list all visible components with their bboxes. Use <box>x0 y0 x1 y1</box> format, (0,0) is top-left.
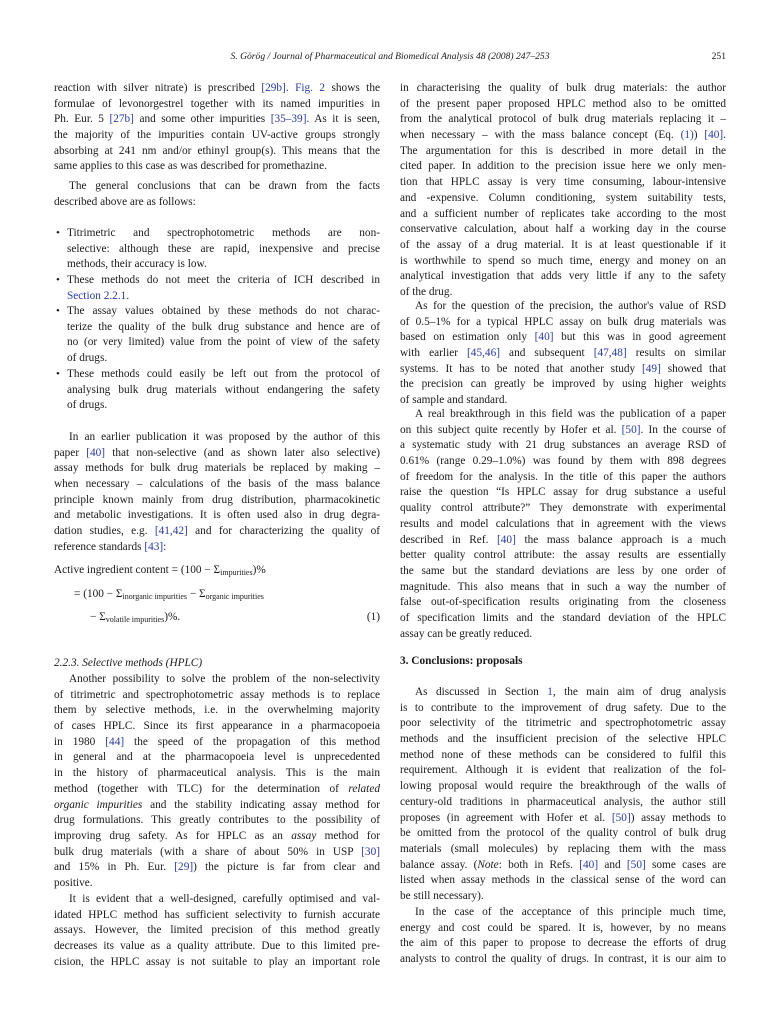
text-line: lowing proposal would require the breakthrough of the walls of <box>400 780 726 793</box>
paragraph <box>400 81 726 301</box>
bullet-text <box>67 273 380 304</box>
citation-link[interactable]: Section 2.2.1 <box>67 289 127 302</box>
paragraph <box>54 892 380 970</box>
paragraph <box>400 299 726 409</box>
text-line: Section 2.2.1. <box>67 289 130 302</box>
text-line: when necessary – calculations of the basis of the mass balance <box>54 478 380 491</box>
paragraph <box>400 685 726 905</box>
section-heading-3: 3. Conclusions: proposals <box>400 655 523 667</box>
equation-number: (1) <box>366 611 380 623</box>
bullet-icon: • <box>56 368 60 380</box>
text-line: is to contribute to the improvement of drug safety. Due to the <box>400 701 726 714</box>
text-line: quality control attribute?” They demonstrate with experimental <box>400 502 726 515</box>
text-line: from the analytical protocol of bulk drug materials replacing it – <box>400 113 726 126</box>
text-line: The argumentation for this is described in more detail in the <box>400 144 726 157</box>
bullet-text <box>67 367 380 414</box>
text-line: The assay values obtained by these methods do not charac- <box>67 305 380 317</box>
citation-link[interactable]: [40] <box>86 446 106 459</box>
equation-text: = (100 − Σ <box>74 588 123 600</box>
citation-link[interactable]: [40] <box>704 129 724 142</box>
text-line: requirement. Although it is evident that realization of the fol- <box>400 764 726 777</box>
text-line: of sample and standard. <box>400 394 508 407</box>
citation-link[interactable]: [50] <box>611 811 631 824</box>
text-line: In the case of the acceptance of this principle much time, <box>415 906 726 918</box>
bullet-text <box>67 304 380 367</box>
text-line: the majority of the impurities contain UV-active groups strongly <box>54 129 380 142</box>
text-line: assays. However, the limited precision of this method greatly <box>54 924 380 937</box>
bullet-item <box>54 304 380 367</box>
text-line: method none of these methods can be considered to fulfil this <box>400 748 726 761</box>
text-line: in the history of pharmaceutical analysis. This is the main <box>54 767 380 780</box>
citation-link[interactable]: Fig. 2 <box>295 82 326 94</box>
text-line: raise the question “Is HPLC assay for drug substance a useful <box>400 486 726 499</box>
text-line: century-old traditions in pharmaceutical analysis, the author still <box>400 795 726 808</box>
paragraph <box>400 905 726 968</box>
text-line: of 0.5–1% for a typical HPLC assay on bulk drug materials was <box>400 315 726 328</box>
text-line: of the present paper proposed HPLC method also to be omitted <box>400 97 726 110</box>
citation-link[interactable]: 1 <box>547 686 553 698</box>
text-line: no (or very limited) value from the point of view of the safety <box>67 336 380 349</box>
text-line: proposes (in agreement with Hofer et al. [50]) assay methods to <box>400 811 726 824</box>
text-line: terize the quality of the bulk drug substance and hence are of <box>67 320 380 333</box>
text-line: positive. <box>54 876 93 889</box>
citation-link[interactable]: [40] <box>497 533 516 546</box>
citation-link[interactable]: [41,42] <box>154 525 188 538</box>
section-heading-2-2-3: 2.2.3. Selective methods (HPLC) <box>54 657 203 669</box>
text-line: In an earlier publication it was proposed by the author of this <box>69 431 380 443</box>
text-line: method (together with TLC) for the determination of related <box>54 782 380 795</box>
text-line: cision, the HPLC assay is not suitable to play an important role <box>54 955 380 968</box>
bullet-text <box>67 226 380 273</box>
text-line: described in Ref. [40] the mass balance approach is a much <box>400 533 726 546</box>
equation-line-3 <box>54 610 380 628</box>
text-line: results and model calculations that in agreement with the views <box>400 517 726 530</box>
text-line: Ph. Eur. 5 [27b] and some other impurities [35–39]. As it is seen, <box>54 113 381 126</box>
text-line: selective: although these are rapid, inexpensive and precise <box>67 242 380 255</box>
equation-subscript: organic impurities <box>205 592 264 601</box>
text-line: assay methods for bulk drug materials be replaced by making – <box>54 462 380 475</box>
text-line: poor selectivity of the titrimetric and spectrophotometric assay <box>400 717 726 730</box>
text-line: be still necessary). <box>400 889 484 902</box>
text-line: These methods do not meet the criteria of ICH described in <box>67 274 380 286</box>
text-line: of freedom for the analysis. In the title of this paper the authors <box>400 470 726 483</box>
text-line: in general and at the pharmacopoeia level is unprecedented <box>54 751 380 764</box>
text-line: them by selective methods, i.e. in the overwhelming majority <box>54 704 380 717</box>
text-line: on this subject quite recently by Hofer et al. [50]. In the course of <box>400 423 726 436</box>
text-line: idated HPLC method has sufficient selectivity to furnish accurate <box>54 908 380 921</box>
text-line: of specification limits and the standard deviation of the HPLC <box>400 611 726 624</box>
text-line: organic impurities and the stability indicating assay method for <box>54 798 380 811</box>
text-line: drug formulations. This greatly contributes to the possibility of <box>54 814 380 827</box>
bullet-icon: • <box>56 274 60 286</box>
text-line: analysts to control the quality of drugs. In contrast, it is our aim to <box>400 953 726 966</box>
running-header: S. Görög / Journal of Pharmaceutical and Biomedical Analysis 48 (2008) 247–253 <box>230 51 550 62</box>
citation-link[interactable]: [50] <box>621 423 641 436</box>
bullet-icon: • <box>56 305 60 317</box>
citation-link[interactable]: [29] <box>174 861 194 874</box>
text-line: energy and cost could be spared. It is, however, by no means <box>400 921 726 934</box>
text-line: reaction with silver nitrate) is prescribed [29b]. Fig. 2 shows the <box>54 82 380 94</box>
citation-link[interactable]: [43] <box>144 540 164 553</box>
bullet-item <box>54 226 380 273</box>
text-line: better quality control attribute: the assay results are essentially <box>400 549 726 562</box>
text-line: and 15% in Ph. Eur. [29]) the picture is far from clear and <box>54 861 381 874</box>
text-line: conservative calculation, about half a working day in the course <box>400 223 726 236</box>
text-line: decreases its value as a quality attribute. Due to this limited pre- <box>54 940 380 953</box>
text-line: based on estimation only [40] but this was in good agreement <box>400 331 726 344</box>
text-line: materials (small molecules) by replacing them with the mass <box>400 842 726 855</box>
bullet-item <box>54 273 380 304</box>
text-line: As discussed in Section 1, the main aim of drug analysis <box>415 686 726 698</box>
text-line: the precision can greatly be improved by using higher weights <box>400 378 726 391</box>
text-line: absorbing at 241 nm and/or ethinyl group(s). This means that the <box>54 144 380 157</box>
text-line: be omitted from the protocol of the quality control of bulk drug <box>400 827 726 840</box>
text-line: of cases HPLC. Since its first appearance in a pharmacopoeia <box>54 720 380 733</box>
text-line: of the drug. <box>400 285 453 298</box>
equation-text: Active ingredient content = (100 − Σ <box>54 564 221 576</box>
text-line: bulk drug materials (with a share of about 50% in USP [30] <box>54 845 380 858</box>
text-line: 0.61% (range 0.29–1.0%) was found by them with 898 degrees <box>400 455 726 468</box>
text-line: of drugs. <box>67 399 108 412</box>
paragraph <box>54 672 380 892</box>
text-line: As for the question of the precision, the author's value of RSD <box>415 300 726 312</box>
bullet-item <box>54 367 380 414</box>
equation-line-2 <box>74 587 400 605</box>
citation-link[interactable]: [40] <box>534 331 554 344</box>
text-line: same applies to this case as was described for promethazine. <box>54 160 327 173</box>
citation-link[interactable]: [44] <box>105 735 125 748</box>
text-line: analytical investigation that adds very little if any to the safety <box>400 270 726 283</box>
citation-link[interactable]: (1) <box>680 129 694 142</box>
text-line: methods and the insufficient precision of the selective HPLC <box>400 733 726 746</box>
text-line: paper [40] that non-selective (and as shown later also selective) <box>54 446 380 459</box>
bullet-icon: • <box>56 227 60 239</box>
text-line: of drugs. <box>67 352 108 365</box>
paragraph <box>400 407 726 642</box>
text-line: a systematic study with 21 drug substances an average RSD of <box>400 439 726 452</box>
text-line: assay can be greatly reduced. <box>400 627 533 640</box>
text-line: listed when assay methods in the classical sense of the word can <box>400 874 726 887</box>
text-line: in 1980 [44] the speed of the propagation of this method <box>54 735 381 748</box>
text-line: analysing bulk drug materials without endangering the safety <box>67 383 380 396</box>
page-number: 251 <box>711 51 726 62</box>
text-line: improving drug safety. As for HPLC as an assay method for <box>54 829 380 842</box>
text-line: with earlier [45,46] and subsequent [47,48] results on similar <box>400 347 726 360</box>
citation-link[interactable]: [35–39] <box>270 113 307 126</box>
text-line: magnitude. This also means that in such a way the number of <box>400 580 726 593</box>
text-line: Another possibility to solve the problem of the non-selectivity <box>69 673 380 685</box>
text-line: and metabolic investigations. It is often used also in drug degra- <box>54 509 380 522</box>
text-line: of titrimetric and spectrophotometric assay methods is to replace <box>54 688 380 701</box>
equation-subscript: impurities <box>220 568 253 577</box>
citation-link[interactable]: [50] <box>626 858 646 871</box>
paragraph <box>54 430 380 556</box>
text-line: tion that HPLC assay is very time consuming, labour-intensive <box>400 176 726 189</box>
citation-link[interactable]: [40] <box>579 858 599 871</box>
text-line: in characterising the quality of bulk drug materials: the author <box>400 82 726 94</box>
citation-link[interactable]: [30] <box>361 845 380 858</box>
text-line: reference standards [43]: <box>54 540 167 553</box>
citation-link[interactable]: [47,48] <box>593 347 627 360</box>
text-line: described above are as follows: <box>54 195 196 208</box>
equation-line-1 <box>54 563 380 581</box>
text-line: systems. It has to be noted that another study [49] showed that <box>400 362 726 375</box>
text-line: when necessary – with the mass balance concept (Eq. (1)) [40]. <box>400 129 726 142</box>
paragraph <box>54 179 380 210</box>
text-line: formulae of levonorgestrel together with its named impurities in <box>54 97 380 110</box>
text-line: principle known mainly from drug distribution, pharmacokinetic <box>54 493 380 506</box>
text-line: the same but the standard deviations are less by one order of <box>400 564 726 577</box>
text-line: methods, their accuracy is low. <box>67 258 207 271</box>
text-line: These methods could easily be left out from the protocol of <box>67 368 380 380</box>
text-line: balance assay. (Note: both in Refs. [40] and [50] some cases are <box>400 858 726 871</box>
paragraph <box>54 81 380 175</box>
citation-link[interactable]: [45,46] <box>467 347 500 360</box>
text-line: of the assay of a drug material. It is at least questionable if it <box>400 238 726 251</box>
equation-subscript: volatile impurities <box>105 615 165 624</box>
text-line: It is evident that a well-designed, carefully optimised and val- <box>69 893 380 905</box>
text-line: cited paper. In addition to the precision issue here we only men- <box>400 160 726 173</box>
text-line: The general conclusions that can be drawn from the facts <box>69 180 380 192</box>
text-line: false out-of-specification results originating from the closeness <box>400 596 726 609</box>
text-line: the aim of this paper to propose to decrease the efforts of drug <box>400 937 726 950</box>
citation-link[interactable]: [27b] <box>109 113 134 126</box>
citation-link[interactable]: [49] <box>642 362 661 375</box>
text-line: and -expensive. Column conditioning, system suitability tests, <box>400 191 726 204</box>
text-line: Titrimetric and spectrophotometric methods are non- <box>67 227 380 239</box>
equation-text: )% <box>252 564 266 576</box>
citation-link[interactable]: [29b] <box>261 82 286 94</box>
equation-text: − Σ <box>90 611 106 623</box>
text-line: dation studies, e.g. [41,42] and for characterizing the quality of <box>54 525 380 538</box>
text-line: and a sufficient number of replicates take according to the most <box>400 207 726 220</box>
equation-subscript: inorganic impurities <box>122 592 188 601</box>
equation-text: )%. <box>164 611 181 623</box>
text-line: A real breakthrough in this field was the publication of a paper <box>415 408 726 420</box>
text-line: is worthwhile to spend so much time, energy and money on an <box>400 254 726 267</box>
equation-text: − Σ <box>187 588 206 600</box>
